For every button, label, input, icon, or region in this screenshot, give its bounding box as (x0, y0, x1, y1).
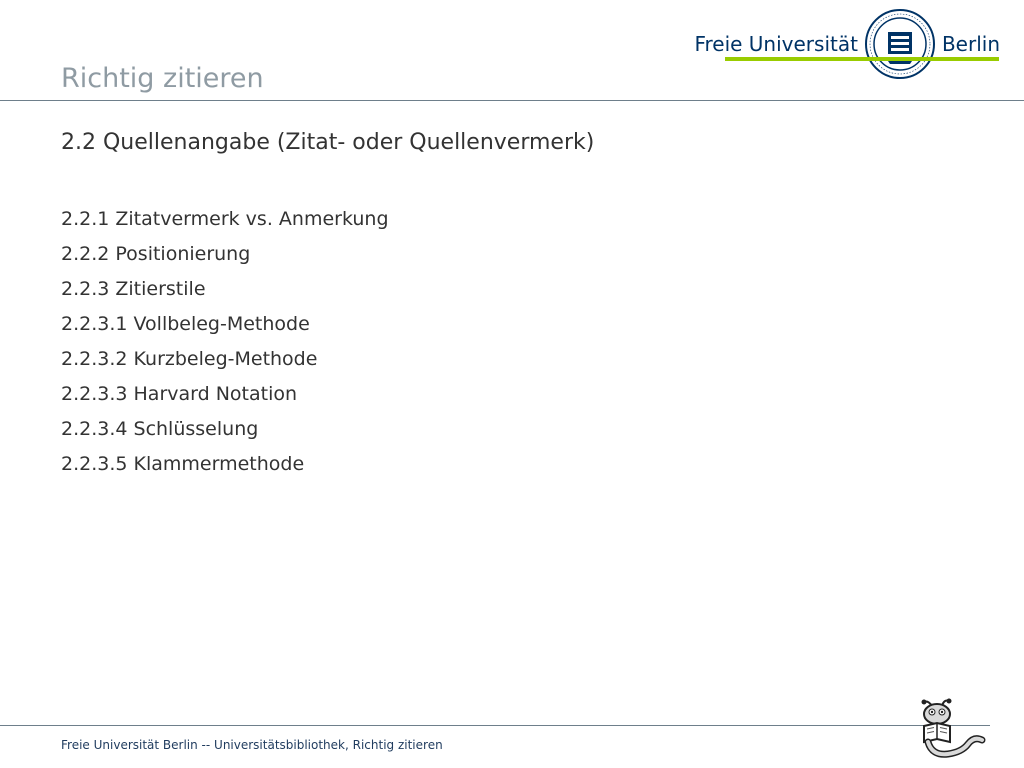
footer-text: Freie Universität Berlin -- Universitätsbibliothek, Richtig zitieren (61, 738, 443, 752)
list-item: 2.2.1 Zitatvermerk vs. Anmerkung (61, 208, 389, 230)
list-item: 2.2.3.4 Schlüsselung (61, 418, 259, 440)
section-heading: 2.2 Quellenangabe (Zitat- oder Quellenvermerk) (61, 130, 595, 155)
logo-text-right: Berlin (941, 32, 1000, 56)
logo-underline (725, 57, 999, 61)
footer-divider (0, 725, 990, 726)
title-divider (0, 100, 1024, 101)
list-item: 2.2.3.1 Vollbeleg-Methode (61, 313, 310, 335)
list-item: 2.2.3 Zitierstile (61, 278, 206, 300)
list-item: 2.2.3.3 Harvard Notation (61, 383, 298, 405)
logo-text-left: Freie Universität (694, 32, 858, 56)
university-seal-icon (864, 8, 936, 80)
bookworm-mascot-icon (918, 696, 988, 760)
list-item: 2.2.3.5 Klammermethode (61, 453, 305, 475)
list-item: 2.2.3.2 Kurzbeleg-Methode (61, 348, 318, 370)
list-item: 2.2.2 Positionierung (61, 243, 251, 265)
slide-title: Richtig zitieren (61, 63, 264, 94)
section-list (61, 205, 389, 485)
university-logo (694, 8, 1000, 80)
